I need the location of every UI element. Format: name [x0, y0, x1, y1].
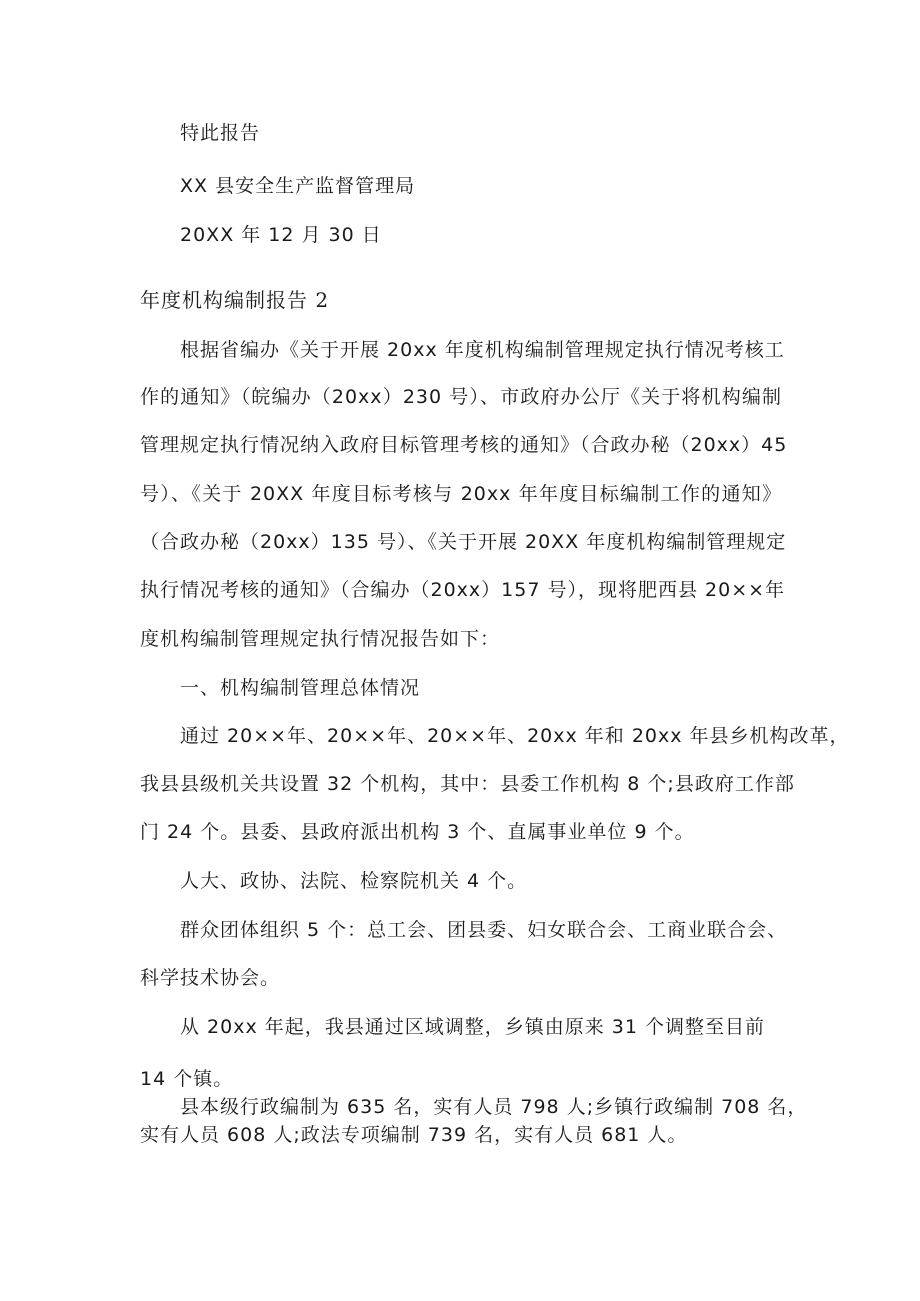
paragraph-line: 根据省编办《关于开展 20xx 年度机构编制管理规定执行情况考核工 — [180, 339, 785, 361]
paragraph-line: 县本级行政编制为 635 名，实有人员 798 人;乡镇行政编制 708 名， — [180, 1096, 808, 1118]
closing-organization: XX 县安全生产监督管理局 — [180, 175, 416, 197]
paragraph-line: 作的通知》（皖编办（20xx）230 号）、市政府办公厅《关于将机构编制 — [140, 386, 782, 408]
paragraph-line: 号）、《关于 20XX 年度目标考核与 20xx 年年度目标编制工作的通知》 — [140, 483, 782, 505]
paragraph-line: 科学技术协会。 — [140, 967, 281, 989]
subheading: 一、机构编制管理总体情况 — [180, 677, 421, 699]
paragraph-line: 实有人员 608 人;政法专项编制 739 名，实有人员 681 人。 — [140, 1124, 688, 1146]
closing-remark: 特此报告 — [180, 122, 261, 144]
paragraph-line: 度机构编制管理规定执行情况报告如下： — [140, 628, 501, 650]
paragraph-line: 门 24 个。县委、县政府派出机构 3 个、直属事业单位 9 个。 — [140, 821, 695, 843]
paragraph-line: 执行情况考核的通知》（合编办（20xx）157 号），现将肥西县 20××年 — [140, 579, 786, 601]
paragraph-line: 管理规定执行情况纳入政府目标管理考核的通知》（合政办秘（20xx）45 — [140, 434, 788, 456]
paragraph-line: 14 个镇。 — [140, 1068, 234, 1090]
paragraph-line: 通过 20××年、20××年、20××年、20xx 年和 20xx 年县乡机构改革， — [180, 725, 850, 747]
paragraph-line: 我县县级机关共设置 32 个机构，其中：县委工作机构 8 个;县政府工作部 — [140, 773, 795, 795]
paragraph-line: 群众团体组织 5 个：总工会、团县委、妇女联合会、工商业联合会、 — [180, 919, 788, 941]
paragraph-line: （合政办秘（20xx）135 号）、《关于开展 20XX 年度机构编制管理规定 — [140, 531, 787, 553]
closing-date: 20XX 年 12 月 30 日 — [180, 224, 382, 246]
paragraph-line: 从 20xx 年起，我县通过区域调整，乡镇由原来 31 个调整至目前 — [180, 1016, 766, 1038]
paragraph-line: 人大、政协、法院、检察院机关 4 个。 — [180, 870, 528, 892]
section-title: 年度机构编制报告 2 — [140, 288, 330, 312]
